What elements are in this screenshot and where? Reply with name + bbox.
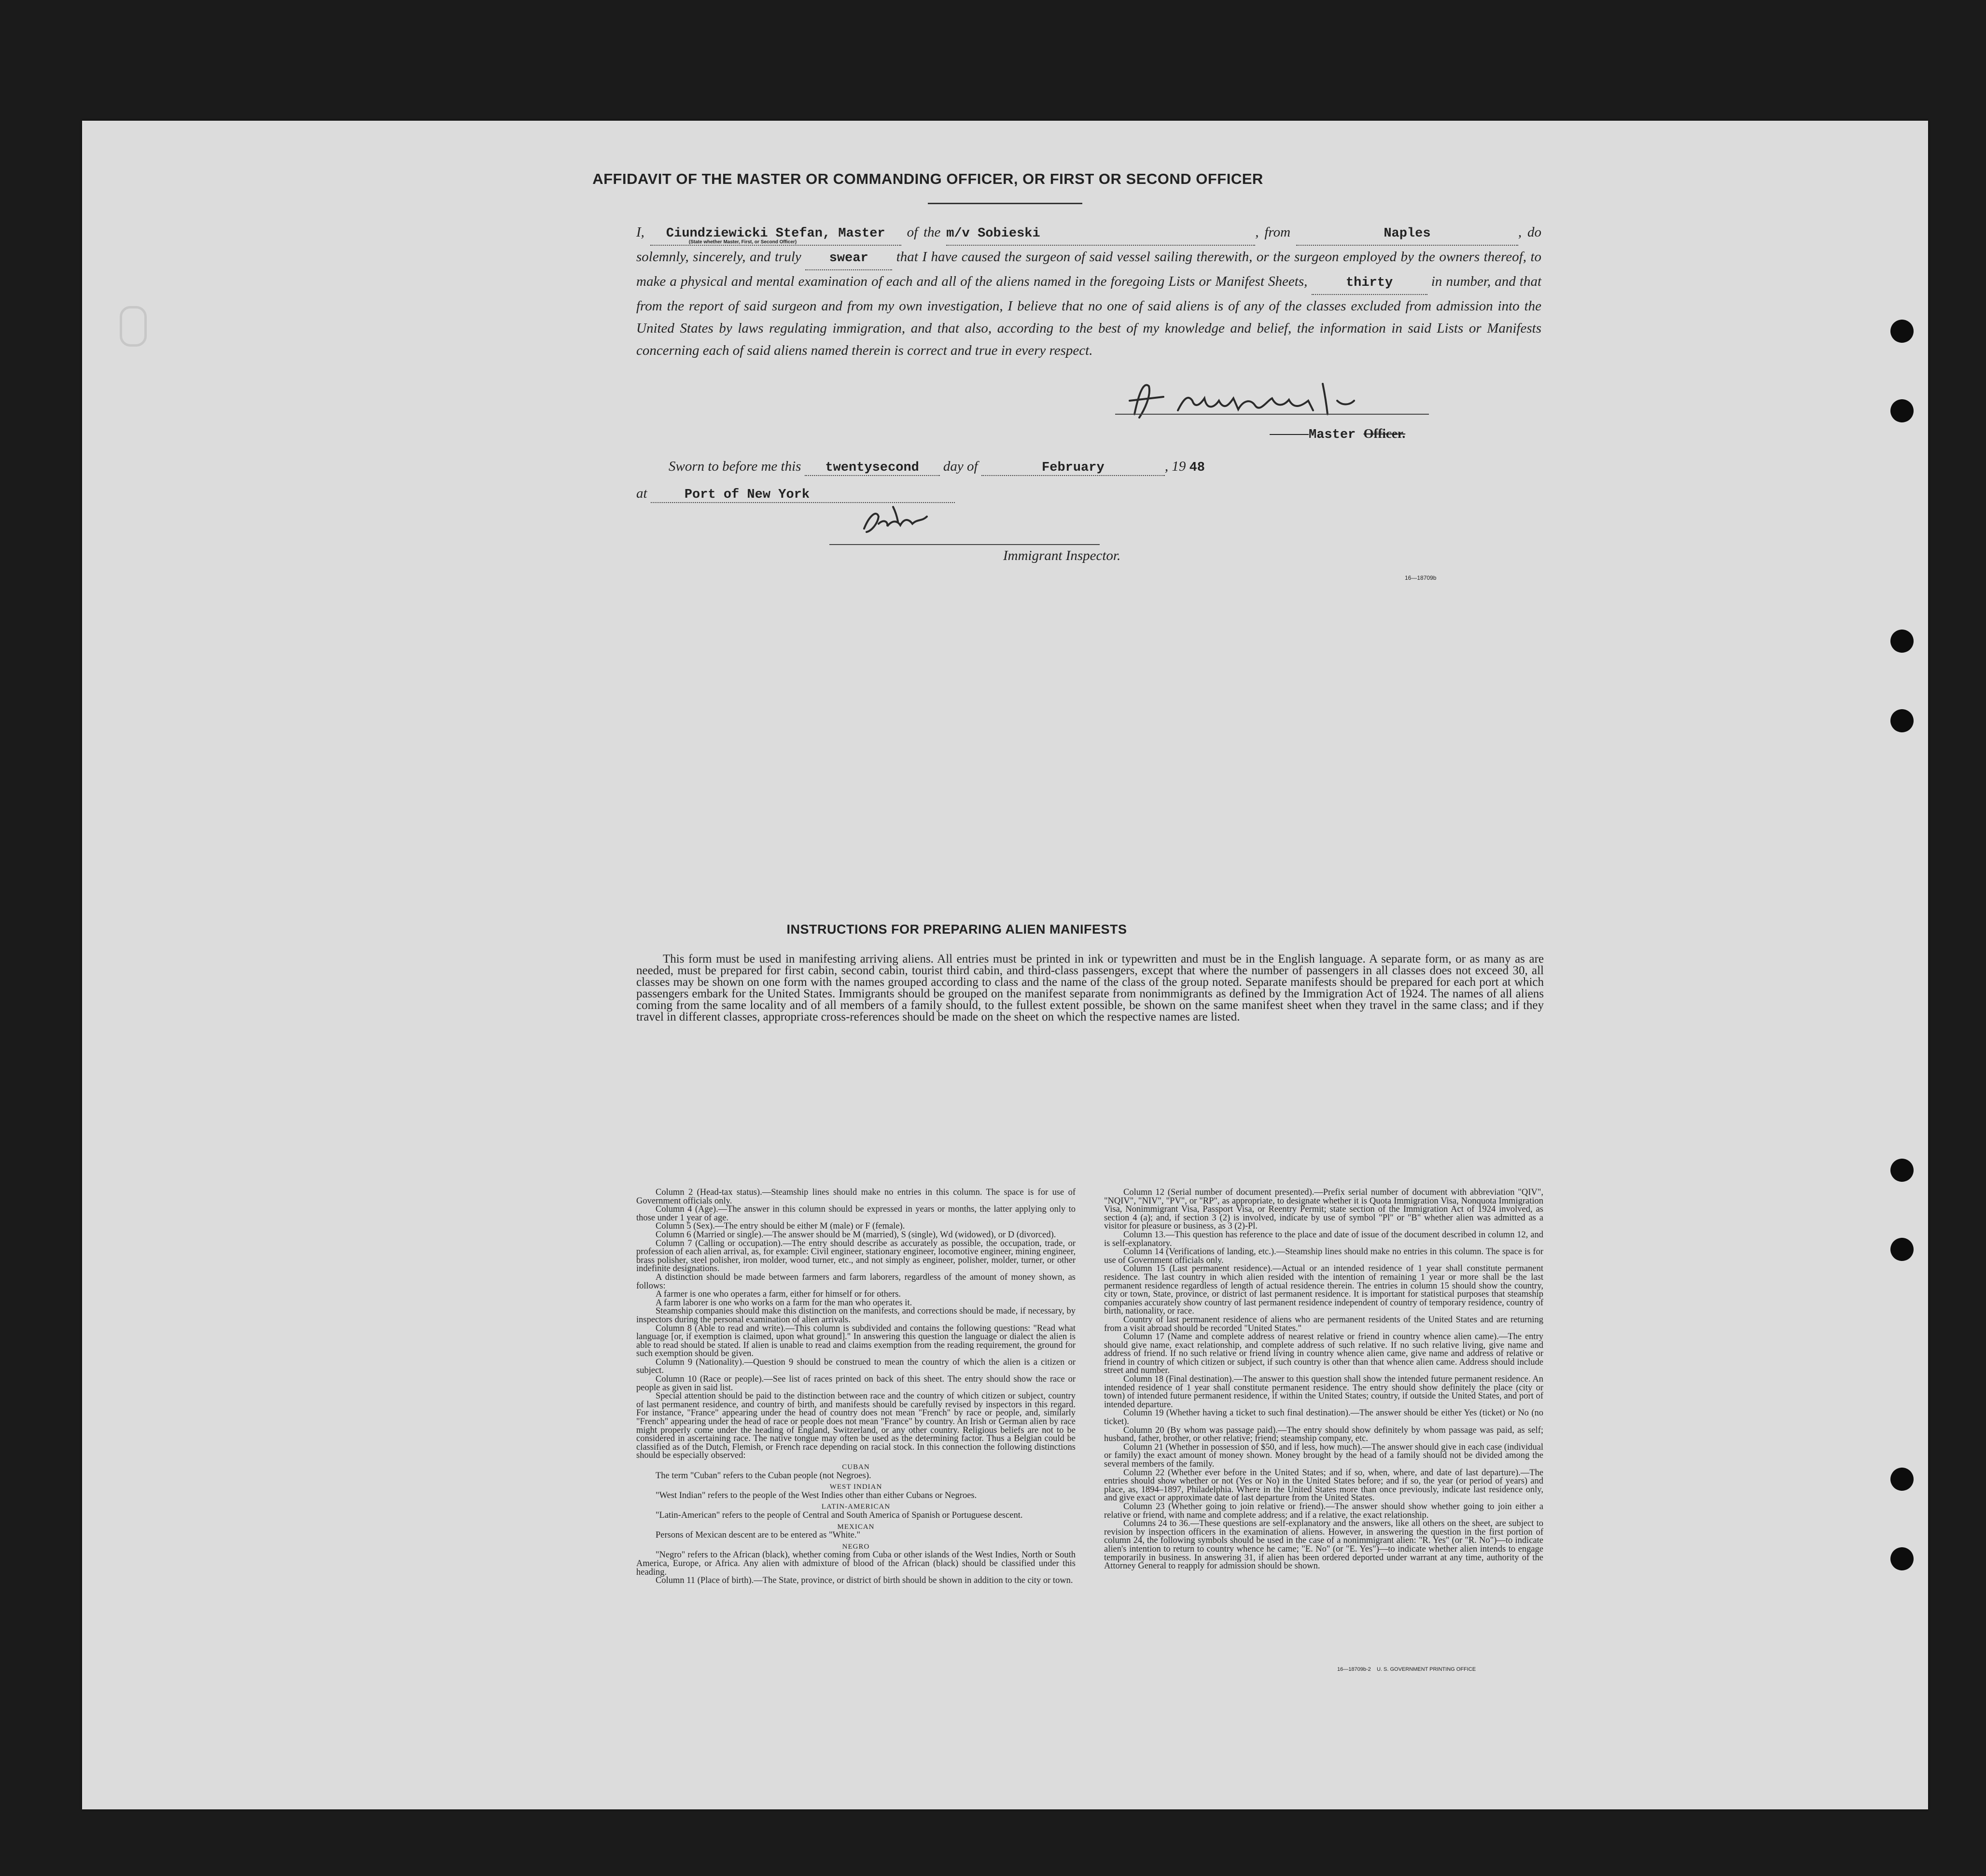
- instruction-paragraph: The term "Cuban" refers to the Cuban people (not Negroes).: [656, 1470, 871, 1481]
- instruction-paragraph: Column 21 (Whether in possession of $50, and if less, how much).—The answer should give in each case (individual or family) the exact amount of money shown. Money brought by the head of a family should not be divided among the several members of the family.: [1104, 1442, 1543, 1469]
- instruction-paragraph: Steamship companies should make this distinction on the manifests, and corrections should be made, if necessary, by inspectors during the personal examination of alien arrivals.: [636, 1306, 1076, 1325]
- instruction-paragraph: Column 7 (Calling or occupation).—The entry should describe as accurately as possible, the occupation, trade, or profession of each alien arrival, as, for example: Civil engineer, stationary engineer, locomotive engineer, mining engineer, brass polisher, steel polisher, iron molder, wood turner, etc., and not simply as engineer, polisher, molder, turner, or other indefinite designations.: [636, 1238, 1076, 1274]
- punch-hole: [1890, 399, 1914, 422]
- instruction-paragraph: Column 2 (Head-tax status).—Steamship lines should make no entries in this column. The space is for use of Government officials only.: [636, 1188, 1076, 1206]
- sheet-count-field: thirty: [1312, 272, 1427, 295]
- instructions-intro: This form must be used in manifesting arriving aliens. All entries must be printed in ink or typewritten and must be in the English language. A separate form, or as many as are needed, must be prepared for first cabin, second cabin, tourist third cabin, and third-class passengers, except that where the number of passengers in all classes does not exceed 30, all classes may be shown on one form with the names grouped according to class and the name of the class of the group noted. Separate manifests should be prepared for each port at which passengers embark for the United States. Immigrants should be grouped on the manifest separate from nonimmigrants as defined by the Immigration Act of 1924. The names of all aliens coming from the same locality and of all members of a family should, to the fullest extent possible, be shown on the same manifest sheet when they travel in the same class; and if they travel in different classes, appropriate cross-references should be made on the sheet on which the respective names are listed.: [636, 952, 1544, 1023]
- instruction-paragraph: "Negro" refers to the African (black), whether coming from Cuba or other islands of the West Indies, North or South America, Europe, or Africa. Any alien with admixture of blood of the African (black) should be classified under this heading.: [636, 1550, 1076, 1577]
- instruction-paragraph: "West Indian" refers to the people of the West Indies other than either Cubans or Negroes.: [656, 1490, 977, 1500]
- inspector-signature: [850, 497, 994, 541]
- punch-hole: [1890, 1159, 1914, 1182]
- instruction-paragraph: Column 18 (Final destination).—The answer to this question shall show the intended future permanent residence. An intended residence of 1 year shall constitute permanent residence. The entry should show definitely the place (city or town) of intended future permanent residence, if within the United States; country, if outside the United States, and port of intended departure.: [1104, 1374, 1543, 1410]
- title-rule: [928, 203, 1082, 204]
- port-from-field: Naples: [1296, 223, 1518, 246]
- instruction-paragraph: Column 14 (Verifications of landing, etc.).—Steamship lines should make no entries in this column. The space is for use of Government officials only.: [1104, 1247, 1543, 1265]
- instructions-title: INSTRUCTIONS FOR PREPARING ALIEN MANIFESTS: [786, 922, 1127, 937]
- sworn-month-field: February: [981, 461, 1165, 476]
- instruction-paragraph: Columns 24 to 36.—These questions are self-explanatory and the answers, like all others on the sheet, are subject to revision by inspection officers in the examination of aliens. However, in answering the question in the first portion of column 24, the following symbols should be used in the case of a nonimmigrant alien: "R. Yes" (or "R. No")—to indicate alien's intention to return to country whence he came; "E. No" (or "E. Yes")—to indicate whether alien intends to engage temporarily in business. In answering 31, if alien has been ordered deported under warrant at any time, authority of the Attorney General to reapply for admission should be shown.: [1104, 1519, 1543, 1571]
- instruction-heading: CUBAN: [842, 1463, 870, 1471]
- instructions-left-column: [636, 1189, 1076, 1585]
- affidavit-text: I, Ciundziewicki Stefan, Master (State whether Master, First, or Second Officer) of the m/v Sobieski , from Naples , do solemnly, sincerely, and truly swear that I have caused the surgeon of said vessel sailing therewith, or the surgeon employed by the owners thereof, to make a physical and mental examination of each and all of the aliens named in the foregoing Lists or Manifest Sheets, thirty in number, and that from the report of said surgeon and from my own investigation, I believe that no one of said aliens is of any of the classes excluded from admission into the United States by laws regulating immigration, and that also, according to the best of my knowledge and belief, the information in said Lists or Manifests concerning each of said aliens named therein is correct and true in every respect.: [636, 221, 1541, 362]
- instruction-paragraph: Column 22 (Whether ever before in the United States; and if so, when, where, and date of last departure).—The entries should show whether or not (Yes or No) in the United States before; and if so, the year (or period of years) and place, as, 1894–1897, Philadelphia. Where in the United States more than once previously, indicate last residence only, and give exact or approximate date of last departure from the United States.: [1104, 1468, 1543, 1503]
- vessel-field: m/v Sobieski: [946, 223, 1255, 246]
- punch-hole: [1890, 320, 1914, 343]
- master-name-field: Ciundziewicki Stefan, Master (State whether Master, First, or Second Officer): [650, 223, 901, 246]
- sworn-day-field: twentysecond: [805, 461, 940, 476]
- oath-field: swear: [805, 247, 892, 270]
- instruction-paragraph: Persons of Mexican descent are to be entered as "White.": [656, 1530, 861, 1540]
- instruction-paragraph: Column 9 (Nationality).—Question 9 should be construed to mean the country of which the alien is a citizen or subject.: [636, 1357, 1076, 1376]
- instruction-paragraph: Column 20 (By whom was passage paid).—The entry should show definitely by whom passage was paid, as self; husband, father, brother, or other relative; friend; steamship company, etc.: [1104, 1425, 1543, 1444]
- instruction-paragraph: Country of last permanent residence of aliens who are permanent residents of the United States and are returning from a visit abroad should be recorded "United States.": [1104, 1315, 1543, 1333]
- instruction-paragraph: Column 6 (Married or single).—The answer should be M (married), S (single), Wd (widowed), or D (divorced).: [656, 1230, 1056, 1240]
- instruction-paragraph: A farmer is one who operates a farm, either for himself or for others.: [656, 1289, 901, 1300]
- instruction-paragraph: A farm laborer is one who works on a farm for the man who operates it.: [656, 1298, 912, 1308]
- instruction-paragraph: Column 10 (Race or people).—See list of races printed on back of this sheet. The entry should show the race or people as given in said list.: [636, 1374, 1076, 1393]
- sworn-line: Sworn to before me this twentysecond day of February , 19 48: [669, 459, 1205, 475]
- punch-hole: [1890, 1468, 1914, 1491]
- punch-hole: [1890, 709, 1914, 732]
- instruction-heading: WEST INDIAN: [829, 1483, 882, 1491]
- affidavit-title: AFFIDAVIT OF THE MASTER OR COMMANDING OFFICER, OR FIRST OR SECOND OFFICER: [592, 170, 1263, 187]
- punch-hole: [1890, 630, 1914, 653]
- signature-line: [1115, 414, 1429, 415]
- instruction-paragraph: Column 11 (Place of birth).—The State, province, or district of birth should be shown in addition to the city or town.: [656, 1576, 1073, 1586]
- instruction-heading: LATIN-AMERICAN: [821, 1503, 891, 1511]
- instruction-heading: MEXICAN: [837, 1523, 875, 1531]
- instruction-paragraph: Column 15 (Last permanent residence).—Actual or an intended residence of 1 year shall constitute permanent residence. The last country in which alien resided with the intention of remaining 1 year or more shall be the last permanent residence regardless of length of actual residence therein. The entries in column 15 should show the country, city or town, State, province, or district of last permanent residence. It is important for statistical purposes that steamship companies accurately show country of last permanent residence independent of country of temporary residence, country of birth, nationality, or race.: [1104, 1264, 1543, 1316]
- instruction-paragraph: A distinction should be made between farmers and farm laborers, regardless of the amount of money shown, as follows:: [636, 1272, 1076, 1291]
- instruction-paragraph: Column 23 (Whether going to join relative or friend).—The answer should show whether going to join either a relative or friend, with name and complete address; and if a relative, the exact relationship.: [1104, 1501, 1543, 1520]
- instruction-paragraph: Column 8 (Able to read and write).—This column is subdivided and contains the following questions: "Read what language [or, if exemption is claimed, upon what ground]." In answering this question the language or dialect the alien is able to read should be stated. If alien is unable to read and claims exemption from the reading requirement, the ground for such exemption should be given.: [636, 1323, 1076, 1359]
- instruction-heading: NEGRO: [842, 1542, 870, 1551]
- instruction-paragraph: Column 19 (Whether having a ticket to such final destination).—The answer should be either Yes (ticket) or No (no ticket).: [1104, 1408, 1543, 1427]
- inspector-label: Immigrant Inspector.: [1003, 548, 1121, 563]
- signature-title: Master Officer.: [1309, 426, 1406, 442]
- officer-note: (State whether Master, First, or Second Officer): [688, 239, 797, 245]
- form-number: 16—18709b: [1405, 574, 1437, 581]
- printing-office-footer: 16—18709b-2 U. S. GOVERNMENT PRINTING OFFICE: [1337, 1666, 1476, 1672]
- master-signature: [1110, 372, 1448, 425]
- inspector-line: [829, 544, 1100, 545]
- instruction-paragraph: Column 17 (Name and complete address of nearest relative or friend in country whence alien came).—The entry should give name, exact relationship, and complete address of such relative. If no such relative living, give name and address of friend. If no such relative or friend living in country whence alien came, give name and address of relative or friend in country of which citizen or subject, if such country is other than that whence alien came. Address should include street and number.: [1104, 1332, 1543, 1376]
- instruction-paragraph: Column 13.—This question has reference to the place and date of issue of the document described in column 12, and is self-explanatory.: [1104, 1230, 1543, 1248]
- instruction-paragraph: Column 5 (Sex).—The entry should be either M (male) or F (female).: [656, 1221, 905, 1232]
- instruction-paragraph: Column 12 (Serial number of document presented).—Prefix serial number of document with abbreviation "QIV", "NQIV", "NIV", "PV", or "RP", as appropriate, to designate whether it is Quota Immigration Visa, Nonquota Immigration Visa, Nonimmigrant Visa, Passport Visa, or Reentry Permit; state section of the Immigration Act of 1924 involved, as section 4 (a); and, if section 3 (2) is involved, indicate by use of symbol "Pl" or "B" whether alien was admitted as a visitor for pleasure or business, as 3 (2)-Pl.: [1104, 1188, 1543, 1232]
- instruction-paragraph: Column 4 (Age).—The answer in this column should be expressed in years or months, the latter applying only to those under 1 year of age.: [636, 1204, 1076, 1223]
- instructions-right-column: [1104, 1189, 1543, 1571]
- faint-stamp-mark: [120, 306, 147, 347]
- sworn-place-line: at Port of New York: [636, 486, 955, 503]
- sworn-place-field: Port of New York: [651, 488, 955, 503]
- punch-hole: [1890, 1547, 1914, 1570]
- instruction-paragraph: "Latin-American" refers to the people of Central and South America of Spanish or Portuguese descent.: [656, 1510, 1023, 1520]
- manifest-sheet: [82, 121, 1928, 1809]
- instruction-paragraph: Special attention should be paid to the distinction between race and the country of which citizen or subject, country of last permanent residence, and country of birth, and manifests should be carefully revised by inspectors in this regard. For instance, "France" appearing under the head of country does not mean "French" by race or people, and, similarly "French" appearing under the head of race or people does not mean "France" by country. An Irish or German alien by race might properly come under the heading of England, Switzerland, or any other country. Religious beliefs are not to be considered in ascertaining race. The native tongue may often be used as the determining factor. Thus a Belgian could be classified as of the Dutch, Flemish, or French race depending on racial stock. In this connection the following distinctions should be especially observed:: [636, 1391, 1076, 1461]
- sworn-year: 48: [1189, 461, 1205, 475]
- punch-hole: [1890, 1238, 1914, 1261]
